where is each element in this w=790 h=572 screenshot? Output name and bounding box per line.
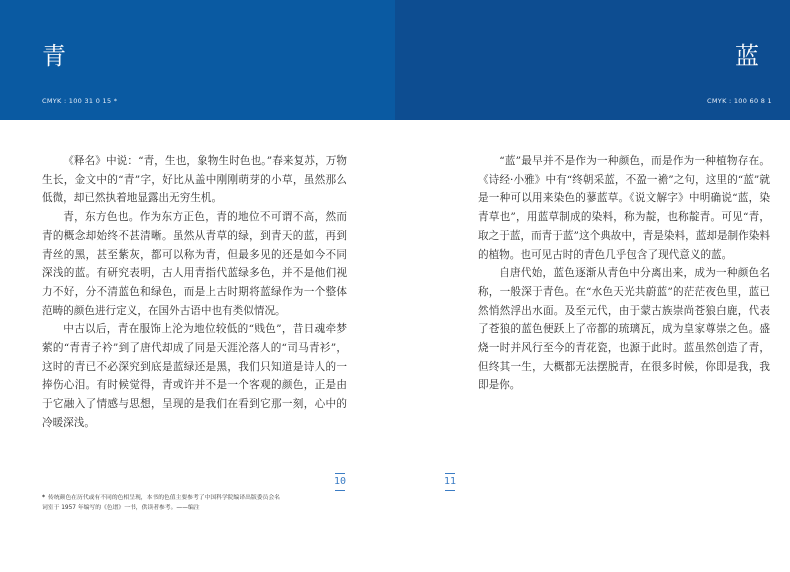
- page-number: [440, 470, 460, 494]
- paragraph: “蓝”最早并不是作为一种颜色，而是作为一种植物存在。《诗经·小雅》中有“终朝采蓝，不盈一襜”之句，这里的“蓝”就是一种可以用来染色的蓼蓝草。《说文解字》中明确说“蓝，染青草也”，用蓝草制成的染料，称为靛，也称靛青。可见“青，取之于蓝，而青于蓝”这个典故中，青是染料，蓝却是制作染料的植物。也可见古时的青色几乎包含了现代意义的蓝。: [478, 155, 770, 261]
- right-page: [395, 0, 790, 572]
- color-name-title: 青: [42, 42, 67, 70]
- folio-rule-top: [445, 473, 455, 474]
- paragraph: 自唐代始，蓝色逐渐从青色中分离出来，成为一种颜色名称，一般深于青色。在“水色天光共蔚蓝”的茫茫夜色里，蓝已然悄然浮出水面。及至元代，由于蒙古族崇尚苍狼白鹿，代表了苍狼的蓝色便跃上了帝都的琉璃瓦，成为皇家尊崇之色。盛烧一时并风行至今的青花瓷，也源于此时。蓝虽然创造了青，但终其一生，大概都无法摆脱青，在很多时候，你即是我，我即是你。: [478, 267, 770, 392]
- paragraph: 中古以后，青在服饰上沦为地位较低的“贱色”，昔日魂牵梦萦的“青青子衿”到了唐代却成了同是天涯沦落人的“司马青衫”，这时的青已不必深究到底是蓝绿还是黑，我们只知道是诗人的一捧伤心泪。有时候觉得，青或许并不是一个客观的颜色，正是由于它融入了情感与思想，呈现的是我们在看到它那一刻，心中的冷暖深浅。: [42, 323, 347, 429]
- footnote: [42, 494, 282, 513]
- paragraph: 青，东方色也。作为东方正色，青的地位不可谓不高，然而青的概念却始终不甚清晰。虽然从青草的绿，到青天的蓝，再到青丝的黑，甚至紫灰，都可以称为青，但最多见的还是如今不同深浅的蓝。有研究表明，古人用青指代蓝绿多色，并不是他们视力不好，分不清蓝色和绿色，而是上古时期将蓝绿作为一个整体范畴的颜色进行定义，在国外古语中也有类似情况。: [42, 211, 347, 317]
- paragraph: 《释名》中说：“青，生也，象物生时色也。”春来复苏，万物生长，金文中的“青”字，好比从盖中刚刚萌芽的小草，虽然那么低微，却已然执着地显露出无穷生机。: [42, 155, 347, 205]
- folio-rule-bottom: [445, 490, 455, 491]
- lan-color-banner: [395, 0, 790, 120]
- page-number-text: 11: [443, 476, 457, 487]
- footnote-marker: *: [42, 495, 46, 501]
- color-name-title: 蓝: [735, 42, 760, 70]
- cmyk-value: CMYK : 100 60 8 1: [707, 97, 772, 105]
- page-number: [330, 470, 350, 494]
- body-text: [42, 152, 347, 433]
- body-text: [478, 152, 770, 395]
- folio-rule-bottom: [335, 490, 345, 491]
- cmyk-value: CMYK : 100 31 0 15 *: [42, 97, 118, 105]
- footnote-text: 传统颜色在历代或有不同的色相呈现，本书的色值主要参考了中国科学院编译出版委员会名词室于 1957 年编写的《色谱》一书，供读者参考。——编注: [42, 495, 280, 511]
- page-number-text: 10: [333, 476, 347, 487]
- folio-rule-top: [335, 473, 345, 474]
- qing-color-banner: [0, 0, 395, 120]
